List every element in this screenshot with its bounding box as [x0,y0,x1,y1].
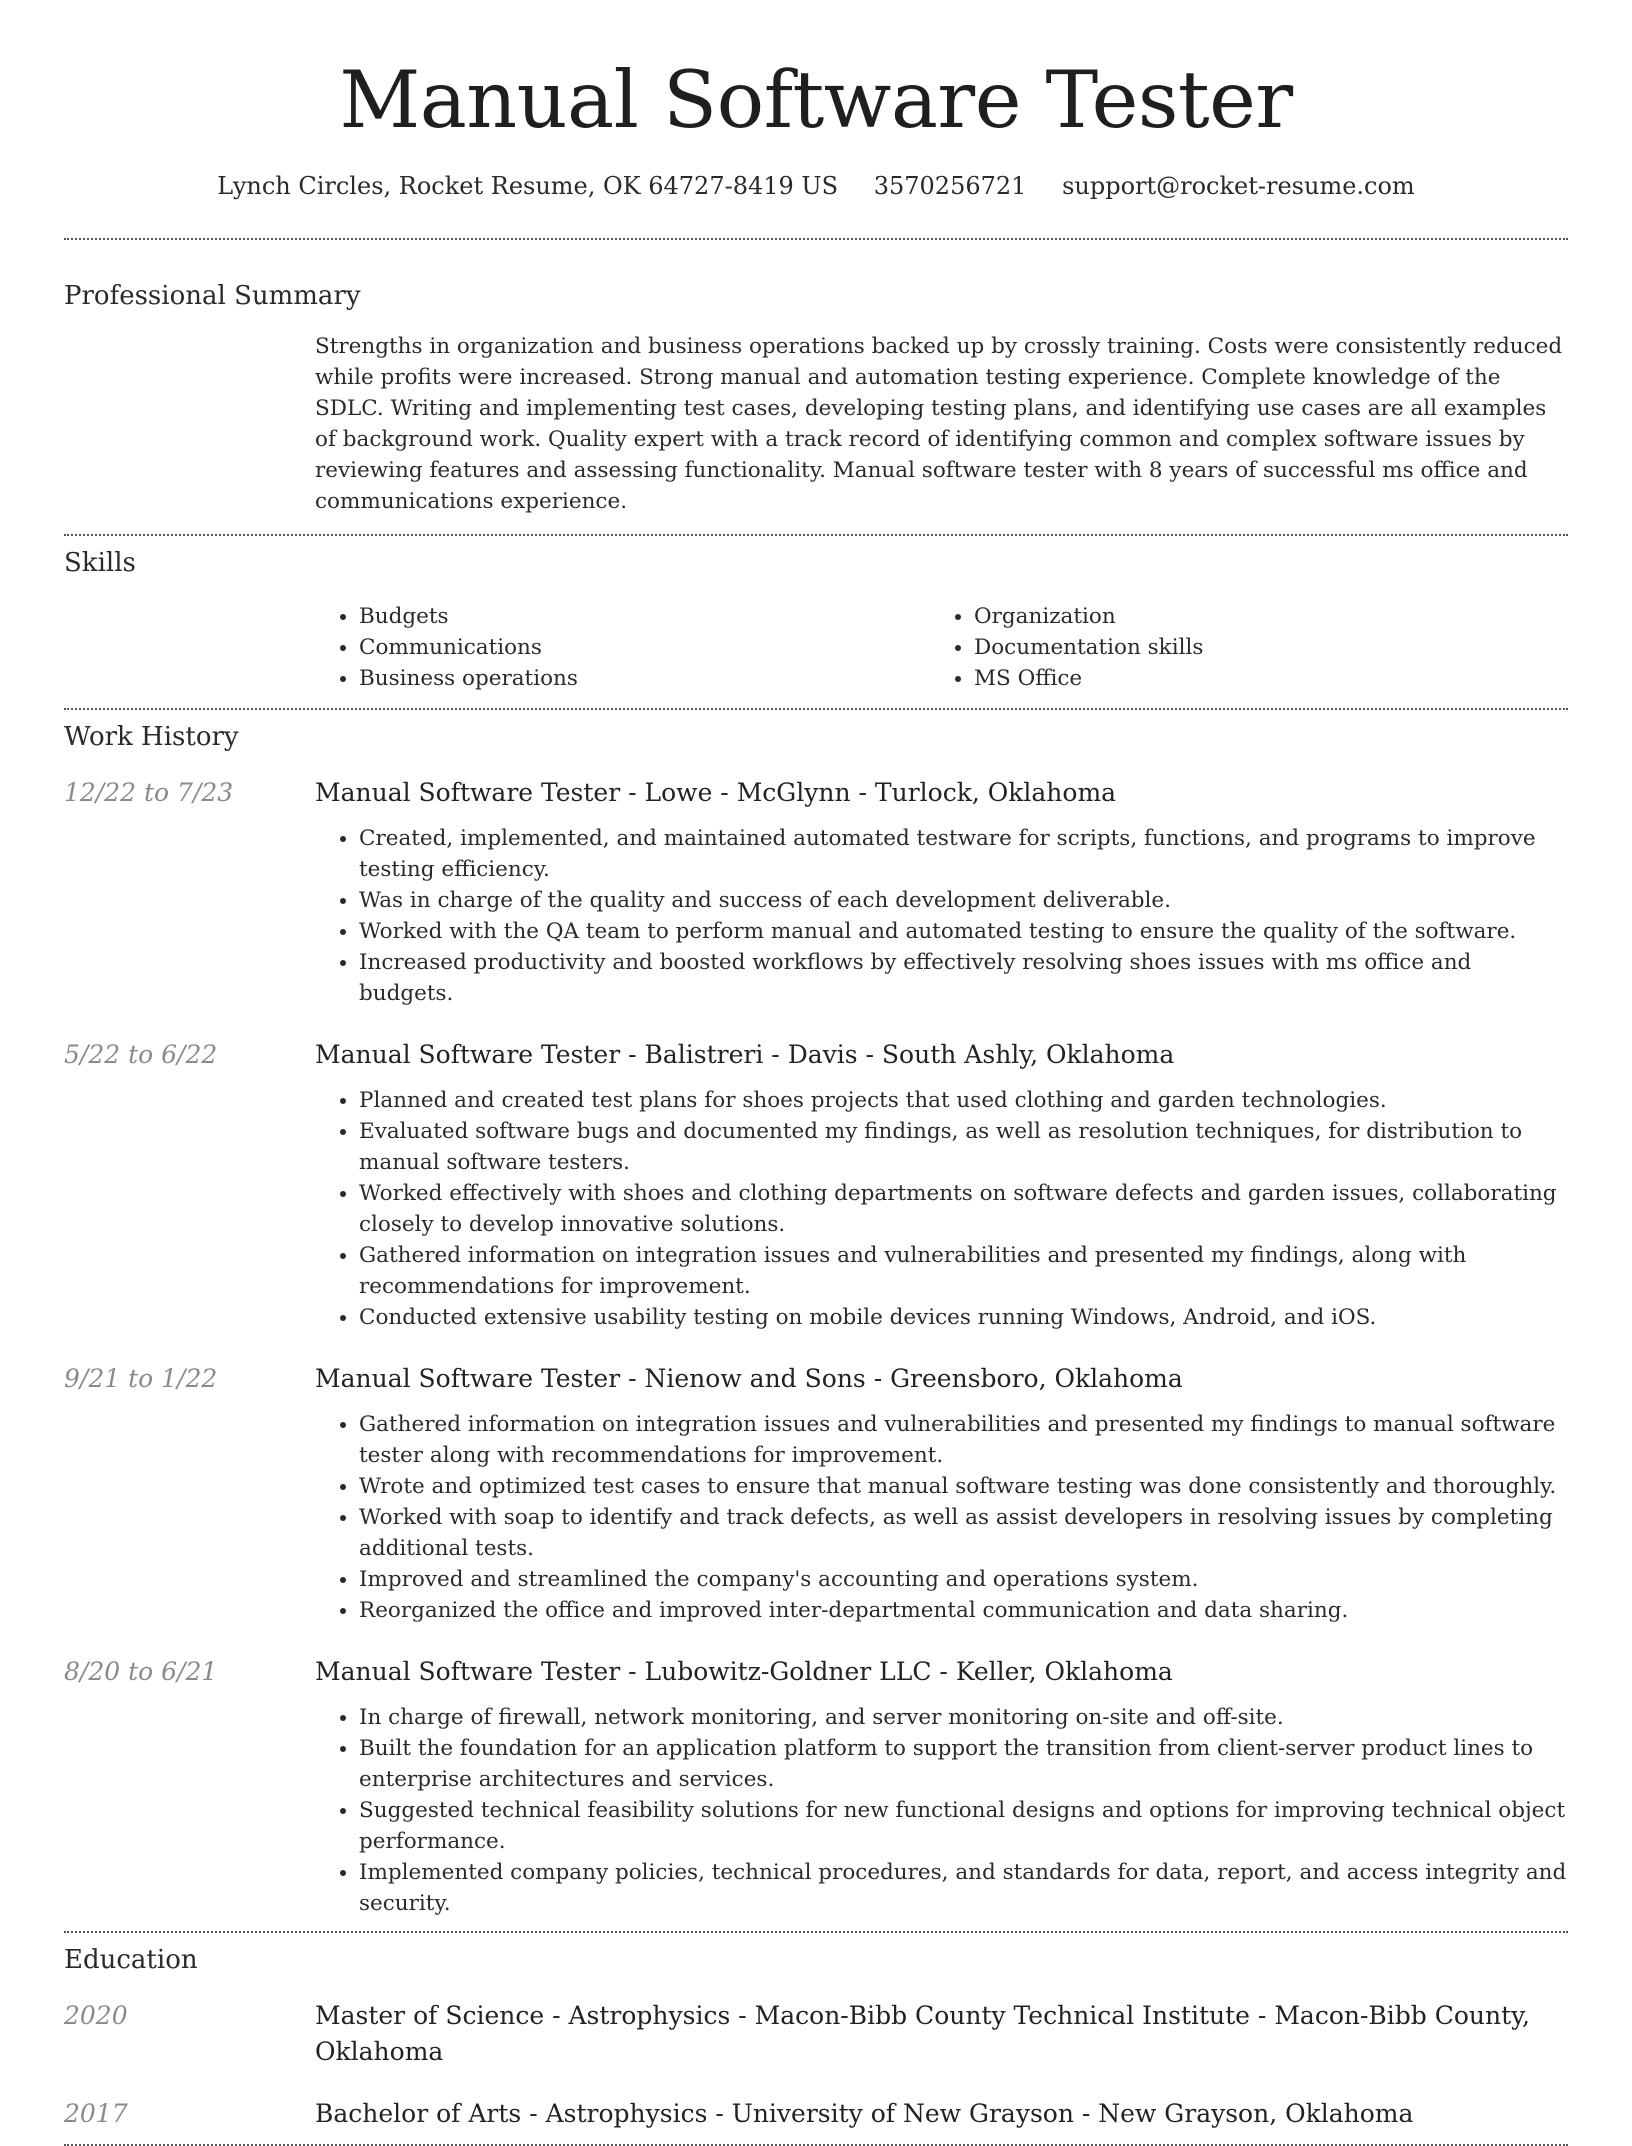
job-bullet: • Created, implemented, and maintained automated testware for scripts, functions, and programs to improve testing efficiency. [359,823,1568,885]
job-date: 5/22 to 6/22 [64,1040,218,1069]
skill-item: • MS Office [974,663,1545,694]
contact-line [64,170,1568,202]
job-bullets [315,1702,1568,1919]
skill-item: • Communications [359,632,930,663]
job-bullet: • Reorganized the office and improved inter-departmental communication and data sharing. [359,1595,1568,1626]
job-bullet: • Suggested technical feasibility solutions for new functional designs and options for improving technical object performance. [359,1795,1568,1857]
skills-column-right [930,601,1545,694]
summary-heading: Professional Summary [64,281,361,311]
job-title: Manual Software Tester - Lowe - McGlynn - Turlock, Oklahoma [315,778,1117,807]
resume-name: Manual Software Tester [339,54,1293,146]
resume-page [64,0,1568,2146]
skills-heading: Skills [64,548,136,578]
job-entry [64,1654,1568,1919]
job-header [64,775,1568,811]
education-title: Bachelor of Arts - Astrophysics - University of New Grayson - New Grayson, Oklahoma [315,2099,1414,2128]
job-bullet: • Worked with soap to identify and track defects, as well as assist developers in resolving issues by completing additional tests. [359,1502,1568,1564]
contact-phone: 3570256721 [873,172,1027,200]
job-title: Manual Software Tester - Balistreri - Davis - South Ashly, Oklahoma [315,1040,1175,1069]
job-bullet: • Wrote and optimized test cases to ensure that manual software testing was done consistently and thoroughly. [359,1471,1568,1502]
skill-item: • Business operations [359,663,930,694]
job-title: Manual Software Tester - Lubowitz-Goldner LLC - Keller, Oklahoma [315,1657,1173,1686]
divider [64,238,1568,240]
job-bullet: • Was in charge of the quality and success of each development deliverable. [359,885,1568,916]
job-header [64,1654,1568,1690]
job-bullet: • Worked effectively with shoes and clothing departments on software defects and garden issues, collaborating closely to develop innovative solutions. [359,1178,1568,1240]
divider [64,534,1568,536]
skills-column-left [315,601,930,694]
job-bullet: • Worked with the QA team to perform manual and automated testing to ensure the quality of the software. [359,916,1568,947]
education-heading: Education [64,1945,198,1975]
job-bullets [315,823,1568,1009]
divider [64,1931,1568,1933]
job-date: 9/21 to 1/22 [64,1364,218,1393]
education-title: Master of Science - Astrophysics - Macon-Bibb County Technical Institute - Macon-Bibb County, Oklahoma [315,2001,1530,2066]
summary-text: Strengths in organization and business operations backed up by crossly training. Costs were consistently reduced while profits were increased. Strong manual and automation testing experience. Complete knowledge of the SDLC. Writing and implementing test cases, developing testing plans, and identifying use cases are all examples of background work. Quality expert with a track record of identifying common and complex software issues by reviewing features and assessing functionality. Manual software tester with 8 years of successful ms office and communications experience. [315,334,1563,514]
job-bullet: • Implemented company policies, technical procedures, and standards for data, report, and access integrity and security. [359,1857,1568,1919]
skill-item: • Documentation skills [974,632,1545,663]
work-heading: Work History [64,722,239,752]
job-entry [64,775,1568,1009]
education-year: 2020 [64,2001,128,2030]
skill-item: • Budgets [359,601,930,632]
job-date: 8/20 to 6/21 [64,1657,218,1686]
job-title: Manual Software Tester - Nienow and Sons - Greensboro, Oklahoma [315,1364,1183,1393]
job-entry [64,1037,1568,1333]
skill-item: • Organization [974,601,1545,632]
job-header [64,1361,1568,1397]
job-bullets [315,1085,1568,1333]
skills-list [315,601,1568,694]
job-bullet: • Planned and created test plans for shoes projects that used clothing and garden technologies. [359,1085,1568,1116]
job-entry [64,1361,1568,1626]
job-bullet: • Evaluated software bugs and documented my findings, as well as resolution techniques, for distribution to manual software testers. [359,1116,1568,1178]
contact-email: support@rocket-resume.com [1062,172,1415,200]
job-bullet: • Increased productivity and boosted workflows by effectively resolving shoes issues with ms office and budgets. [359,947,1568,1009]
education-year: 2017 [64,2099,128,2128]
contact-address: Lynch Circles, Rocket Resume, OK 64727-8419 US [217,172,839,200]
job-bullet: • Conducted extensive usability testing on mobile devices running Windows, Android, and iOS. [359,1302,1568,1333]
job-bullet: • Improved and streamlined the company's accounting and operations system. [359,1564,1568,1595]
education-entry [64,1998,1568,2070]
job-bullet: • Gathered information on integration issues and vulnerabilities and presented my findings, along with recommendations for improvement. [359,1240,1568,1302]
job-bullet: • Built the foundation for an application platform to support the transition from client-server product lines to enterprise architectures and services. [359,1733,1568,1795]
job-date: 12/22 to 7/23 [64,778,234,807]
job-bullets [315,1409,1568,1626]
job-bullet: • Gathered information on integration issues and vulnerabilities and presented my findings to manual software tester along with recommendations for improvement. [359,1409,1568,1471]
job-header [64,1037,1568,1073]
job-bullet: • In charge of firewall, network monitoring, and server monitoring on-site and off-site. [359,1702,1568,1733]
divider [64,708,1568,710]
education-entry [64,2096,1568,2132]
